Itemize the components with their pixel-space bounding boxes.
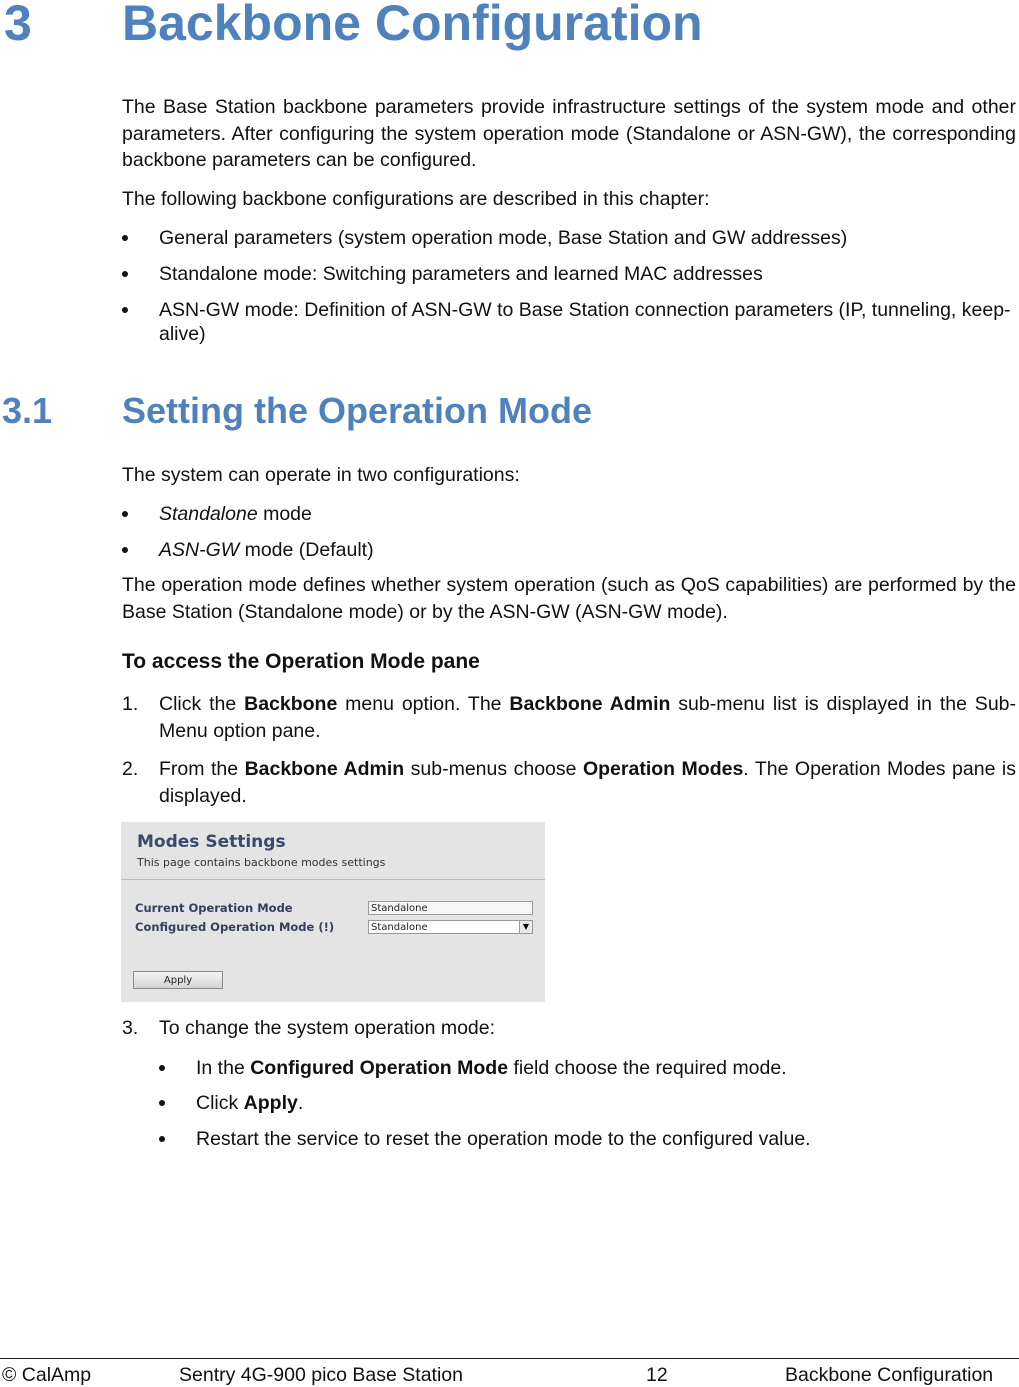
- section-title: Setting the Operation Mode: [122, 390, 593, 431]
- footer-copyright: © CalAmp: [2, 1364, 92, 1386]
- bullet-icon: [159, 1065, 165, 1071]
- panel-subtitle: This page contains backbone modes settings: [137, 856, 386, 869]
- footer-chapter: Backbone Configuration: [785, 1364, 994, 1386]
- footer-product: Sentry 4G-900 pico Base Station: [179, 1364, 463, 1386]
- bullet-icon: [122, 547, 128, 553]
- current-mode-label: Current Operation Mode: [135, 901, 293, 915]
- current-mode-field: Standalone: [368, 901, 533, 915]
- modes-settings-panel: [121, 822, 545, 1002]
- chapter-number: 3: [4, 0, 32, 51]
- configs-intro: The system can operate in two configurations:: [122, 464, 520, 486]
- bullet-icon: [122, 511, 128, 517]
- list-item: In the Configured Operation Mode field choose the required mode.: [159, 1056, 1016, 1080]
- step-item: 1. Click the Backbone menu option. The Backbone Admin sub-menu list is displayed in the Sub-Menu option pane.: [122, 693, 1017, 742]
- list-item: ASN-GW mode: Definition of ASN-GW to Base Station connection parameters (IP, tunneling, keep-alive): [122, 298, 1016, 346]
- bullet-icon: [159, 1100, 165, 1106]
- list-item: Standalone mode: [122, 502, 1016, 526]
- panel-divider: [121, 879, 545, 880]
- intro-paragraph: The Base Station backbone parameters provide infrastructure settings of the system mode and other parameters. After configuring the system operation mode (Standalone or ASN-GW), the corresponding backbone parameters can be configured.: [122, 96, 1016, 171]
- step-item: 2. From the Backbone Admin sub-menus choose Operation Modes. The Operation Modes pane is displayed.: [122, 758, 1016, 807]
- procedure-heading: To access the Operation Mode pane: [122, 650, 480, 673]
- section-number: 3.1: [2, 390, 53, 431]
- configured-mode-label: Configured Operation Mode (!): [135, 920, 335, 934]
- bullet-icon: [122, 271, 128, 277]
- operation-mode-description: The operation mode defines whether system operation (such as QoS capabilities) are performed by the Base Station (Standalone mode) or by the ASN-GW (ASN-GW mode).: [122, 574, 1016, 623]
- chevron-down-icon[interactable]: ▼: [519, 921, 532, 933]
- intro-list-lead: The following backbone configurations are described in this chapter:: [122, 188, 710, 210]
- footer-divider: [0, 1358, 1019, 1359]
- chapter-title: Backbone Configuration: [122, 0, 703, 51]
- apply-button[interactable]: Apply: [133, 971, 223, 989]
- list-item: Click Apply.: [159, 1091, 1016, 1115]
- step-item: 3. To change the system operation mode:: [122, 1017, 496, 1039]
- bullet-icon: [122, 235, 128, 241]
- list-item: General parameters (system operation mode, Base Station and GW addresses): [122, 226, 1016, 250]
- footer-page-number: 12: [646, 1364, 668, 1386]
- bullet-icon: [159, 1136, 165, 1142]
- configured-mode-select[interactable]: Standalone ▼: [368, 920, 533, 934]
- list-item: Restart the service to reset the operation mode to the configured value.: [159, 1127, 1016, 1151]
- list-item: Standalone mode: Switching parameters and learned MAC addresses: [122, 262, 1016, 286]
- list-item: ASN-GW mode (Default): [122, 538, 1016, 562]
- panel-title: Modes Settings: [137, 832, 286, 852]
- bullet-icon: [122, 307, 128, 313]
